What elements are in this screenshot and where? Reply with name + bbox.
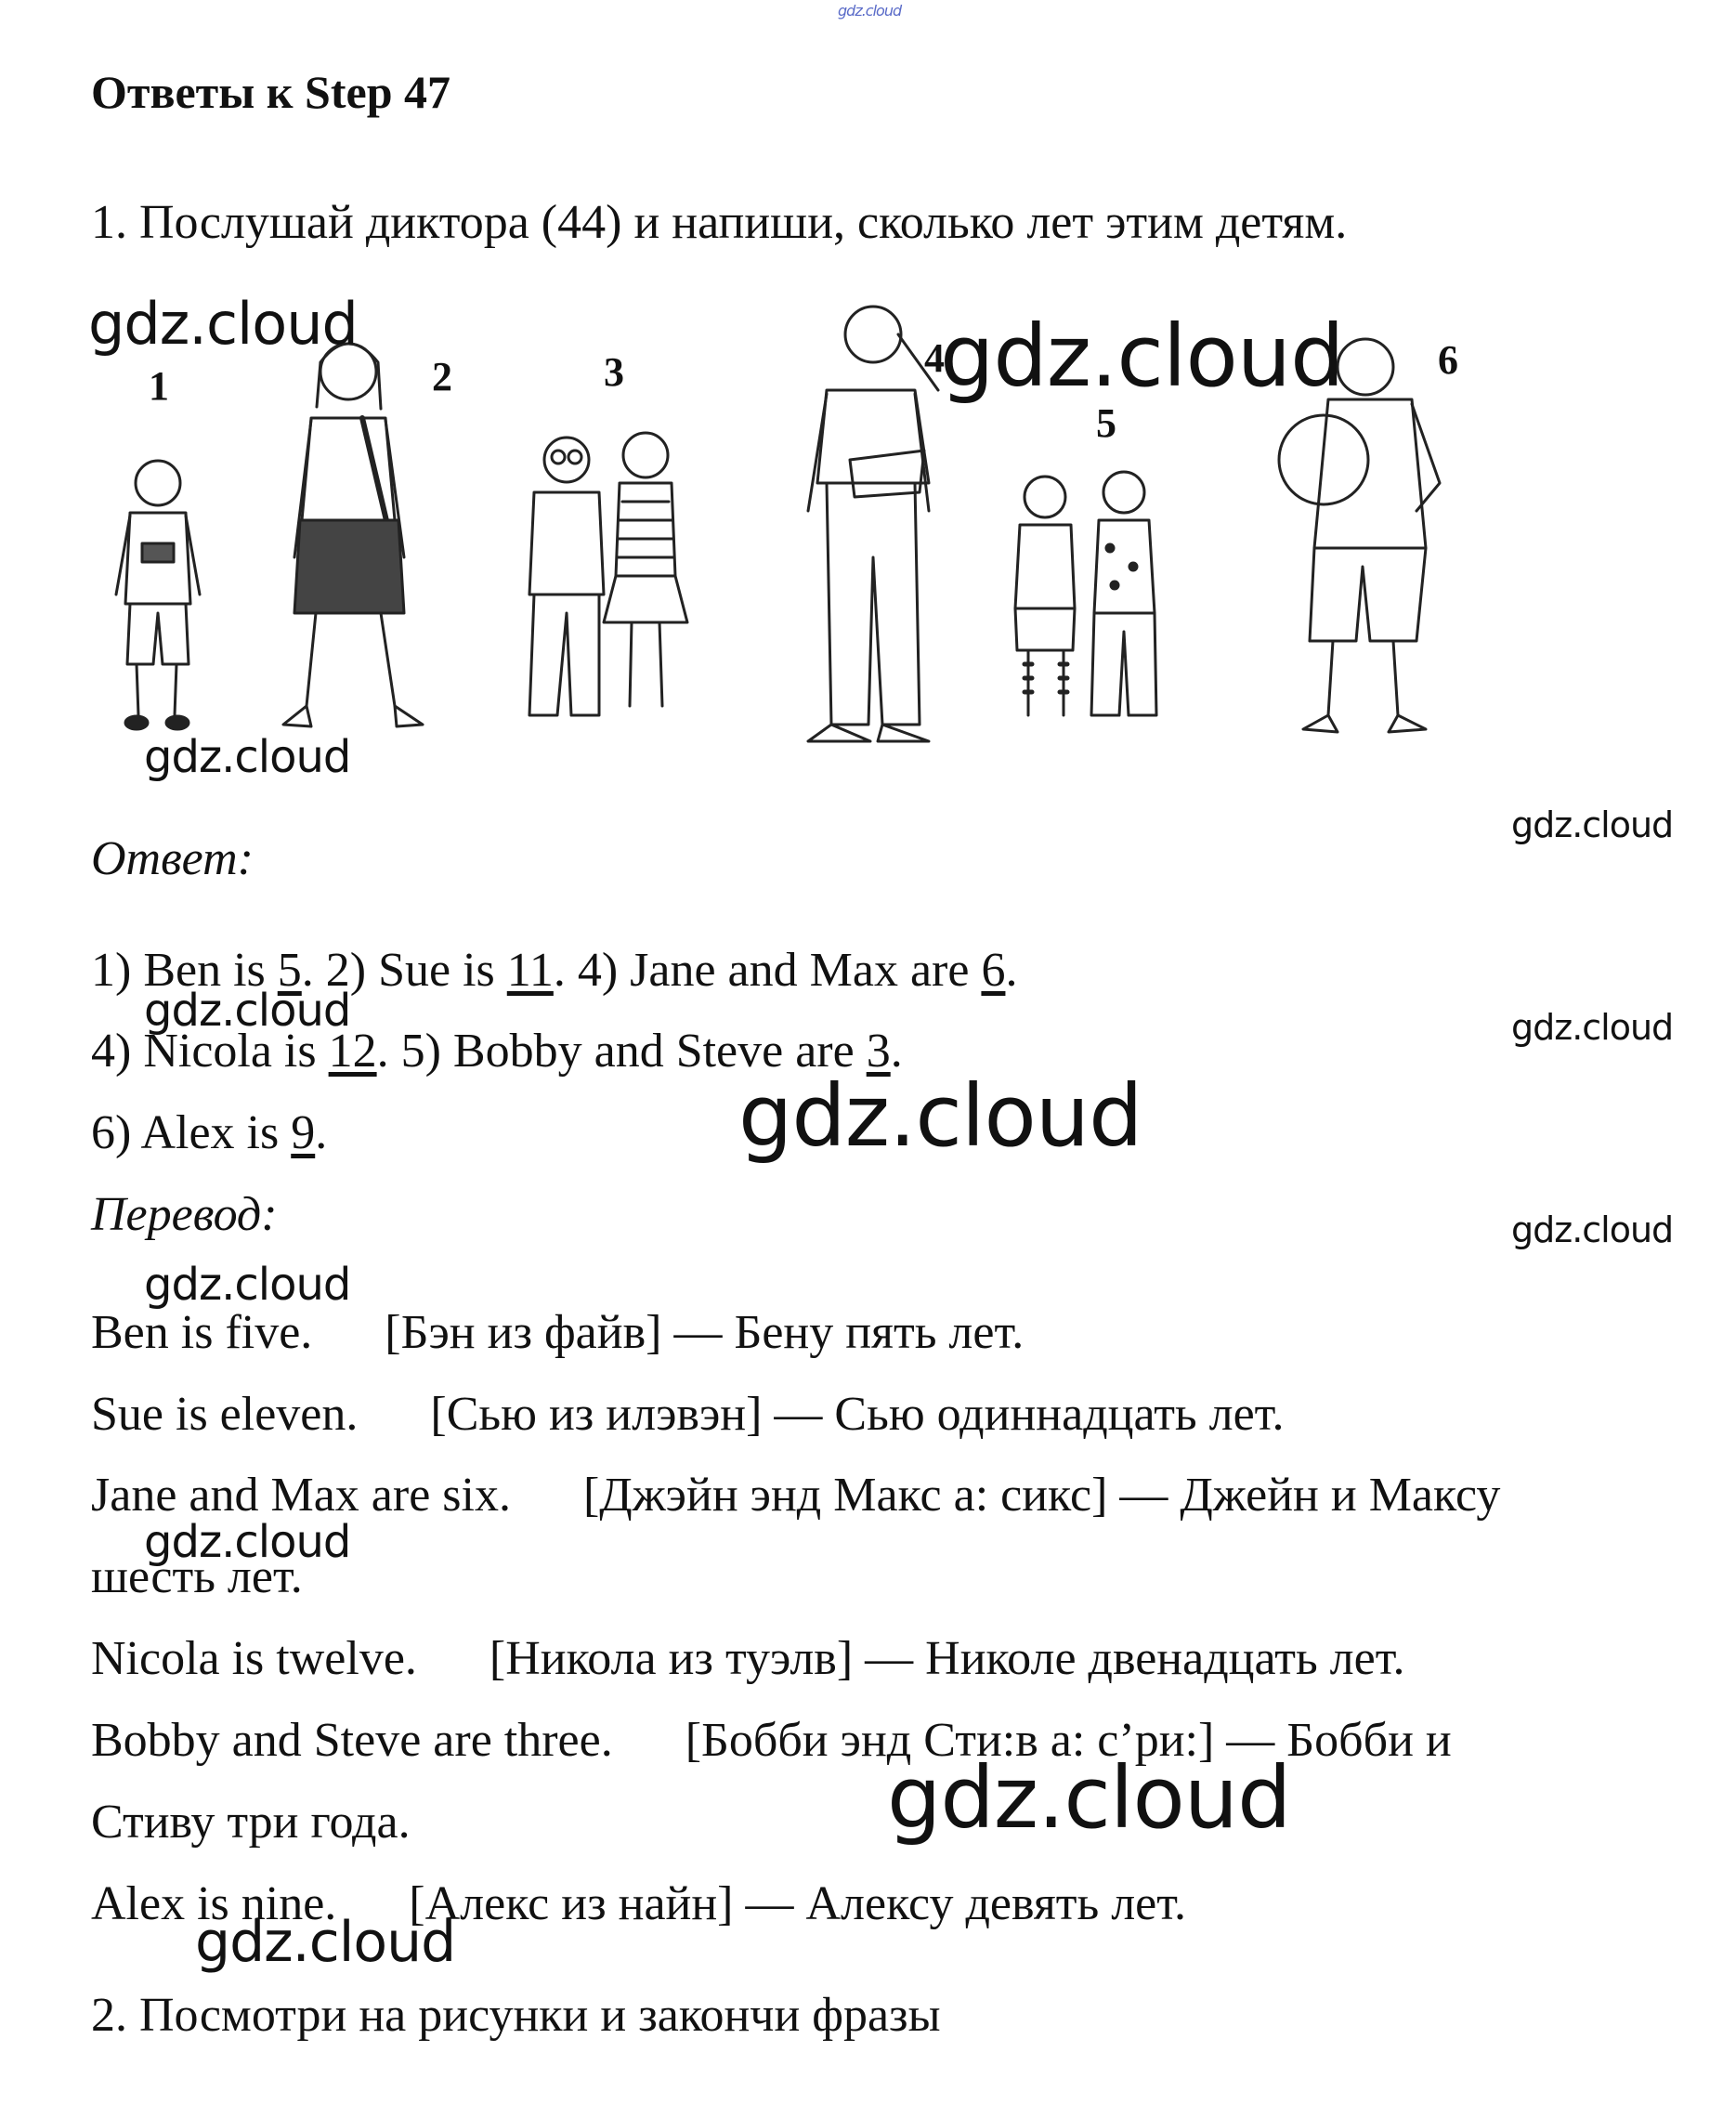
figure-number-5: 5 <box>1096 400 1116 446</box>
figure-number-2: 2 <box>432 354 452 399</box>
watermark: gdz.cloud <box>1511 804 1674 845</box>
answer-number: 11 <box>506 944 554 997</box>
answer-text: . <box>1005 944 1018 997</box>
translation-en: Ben is five. <box>91 1306 313 1359</box>
answer-number: 6 <box>981 944 1006 997</box>
figure-woman <box>808 307 938 741</box>
watermark: gdz.cloud <box>195 1910 456 1975</box>
answer-text: 6) Alex is <box>91 1106 292 1159</box>
translation-row-3-cont: шесть лет. <box>91 1550 303 1603</box>
translation-en: Nicola is twelve. <box>91 1632 417 1685</box>
watermark: gdz.cloud <box>88 290 358 358</box>
answer-text: . 4) Jane and Max are <box>553 944 982 997</box>
figure-number-4: 4 <box>924 335 945 381</box>
translation-ru: [Бэн из файв] — Бену пять лет. <box>385 1306 1025 1359</box>
answer-text: . <box>890 1025 903 1078</box>
answer-number: 9 <box>291 1106 316 1159</box>
answer-text: . <box>315 1106 328 1159</box>
figure-number-1: 1 <box>149 363 169 409</box>
watermark: gdz.cloud <box>144 1516 351 1568</box>
translation-ru: [Никола из туэлв] — Николе двенадцать лет. <box>489 1632 1405 1685</box>
watermark: gdz.cloud <box>144 731 351 783</box>
translation-row-4 <box>91 1631 1405 1686</box>
answer-line-3 <box>91 1105 327 1160</box>
page-title: Ответы к Step 47 <box>91 66 451 118</box>
answer-text: 4) Nicola is <box>91 1025 329 1078</box>
figure-sue <box>283 344 423 726</box>
translation-row-5-cont: Стиву три года. <box>91 1796 411 1849</box>
answer-label: Ответ: <box>91 832 254 885</box>
translation-row-1 <box>91 1305 1024 1360</box>
answer-text: . 2) Sue is <box>301 944 507 997</box>
watermark: gdz.cloud <box>1511 1209 1674 1250</box>
translation-en: Alex is nine. <box>91 1877 337 1930</box>
watermark: gdz.cloud <box>887 1748 1291 1848</box>
translation-label: Перевод: <box>91 1188 278 1241</box>
translation-en: Jane and Max are six. <box>91 1469 511 1522</box>
answer-number: 12 <box>328 1025 377 1078</box>
watermark: gdz.cloud <box>940 307 1344 406</box>
answer-number: 5 <box>277 944 302 997</box>
figure-number-6: 6 <box>1438 337 1458 383</box>
task-2-heading: 2. Посмотри на рисунки и закончи фразы <box>91 1989 941 2042</box>
translation-ru: [Бобби энд Сти:в а: с’ри:] — Бобби и <box>685 1714 1452 1767</box>
figure-nicola-pair <box>529 433 687 715</box>
translation-ru: [Сью из илэвэн] — Сью одиннадцать лет. <box>430 1388 1285 1441</box>
figure-number-3: 3 <box>604 349 624 395</box>
translation-row-3 <box>91 1468 1500 1522</box>
answer-number: 3 <box>866 1025 891 1078</box>
translation-en: Bobby and Steve are three. <box>91 1714 613 1767</box>
answer-text: 1) Ben is <box>91 944 278 997</box>
translation-en: Sue is eleven. <box>91 1388 359 1441</box>
watermark-top: gdz.cloud <box>838 2 902 20</box>
answer-text: . 5) Bobby and Steve are <box>376 1025 867 1078</box>
translation-ru: [Джэйн энд Макс а: сикс] — Джейн и Максу <box>582 1469 1501 1522</box>
watermark: gdz.cloud <box>738 1066 1142 1166</box>
watermark: gdz.cloud <box>144 985 351 1037</box>
watermark: gdz.cloud <box>1511 1007 1674 1048</box>
translation-row-2 <box>91 1387 1285 1442</box>
figure-ben <box>116 461 200 729</box>
translation-ru: [Алекс из найн] — Алексу девять лет. <box>409 1877 1187 1930</box>
figure-boys-pair <box>1015 472 1156 715</box>
watermark: gdz.cloud <box>144 1259 351 1311</box>
task-1-heading: 1. Послушай диктора (44) и напиши, сколько лет этим детям. <box>91 196 1348 249</box>
